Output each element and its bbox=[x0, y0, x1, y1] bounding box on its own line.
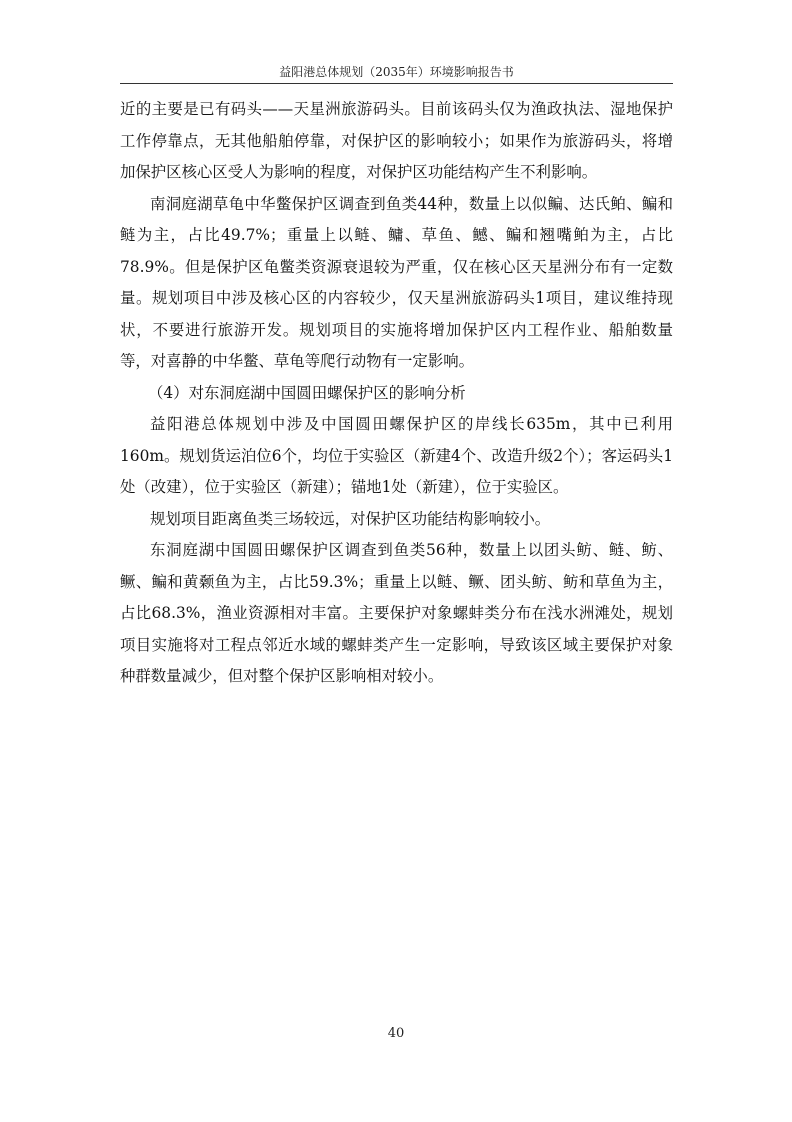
paragraph-continuation: 近的主要是已有码头——天星洲旅游码头。目前该码头仅为渔政执法、湿地保护工作停靠点，无其他船舶停靠，对保护区的影响较小；如果作为旅游码头，将增加保护区核心区受人为影响的程度，对保护区功能结构产生不利影响。 bbox=[120, 100, 673, 181]
section-heading-east-dongting: （4）对东洞庭湖中国圆田螺保护区的影响分析 bbox=[148, 383, 466, 402]
paragraph-shoreline-berths: 益阳港总体规划中涉及中国圆田螺保护区的岸线长635m，其中已利用160m。规划货运泊位6个，均位于实验区（新建4个、改造升级2个）；客运码头1处（改建），位于实验区（新建）；锚地1处（新建），位于实验区。 bbox=[120, 415, 673, 496]
paragraph-fish-grounds: 规划项目距离鱼类三场较远，对保护区功能结构影响较小。 bbox=[150, 509, 551, 528]
header-title: 益阳港总体规划（2035年）环境影响报告书 bbox=[279, 65, 514, 79]
page-number: 40 bbox=[387, 1026, 405, 1041]
paragraph-east-dongting-survey: 东洞庭湖中国圆田螺保护区调查到鱼类56种，数量上以团头鲂、鲢、鲂、鳜、鳊和黄颡鱼为主，占比59.3%；重量上以鲢、鳜、团头鲂、鲂和草鱼为主，占比68.3%，渔业资源相对丰富。主要保护对象螺蚌类分布在浅水洲滩处，规划项目实施将对工程点邻近水域的螺蚌类产生一定影响，导致该区域主要保护对象种群数量减少，但对整个保护区影响相对较小。 bbox=[120, 541, 673, 685]
document-body bbox=[120, 94, 673, 693]
header-rule bbox=[120, 83, 673, 84]
paragraph-south-dongting-reserve: 南洞庭湖草龟中华鳖保护区调查到鱼类44种，数量上以似鳊、达氏鲌、鳊和鲢为主，占比49.7%；重量上以鲢、鳙、草鱼、鳡、鳊和翘嘴鲌为主，占比78.9%。但是保护区龟鳖类资源衰退较为严重，仅在核心区天星洲分布有一定数量。规划项目中涉及核心区的内容较少，仅天星洲旅游码头1项目，建议维持现状，不要进行旅游开发。规划项目的实施将增加保护区内工程作业、船舶数量等，对喜静的中华鳖、草龟等爬行动物有一定影响。 bbox=[120, 194, 673, 370]
